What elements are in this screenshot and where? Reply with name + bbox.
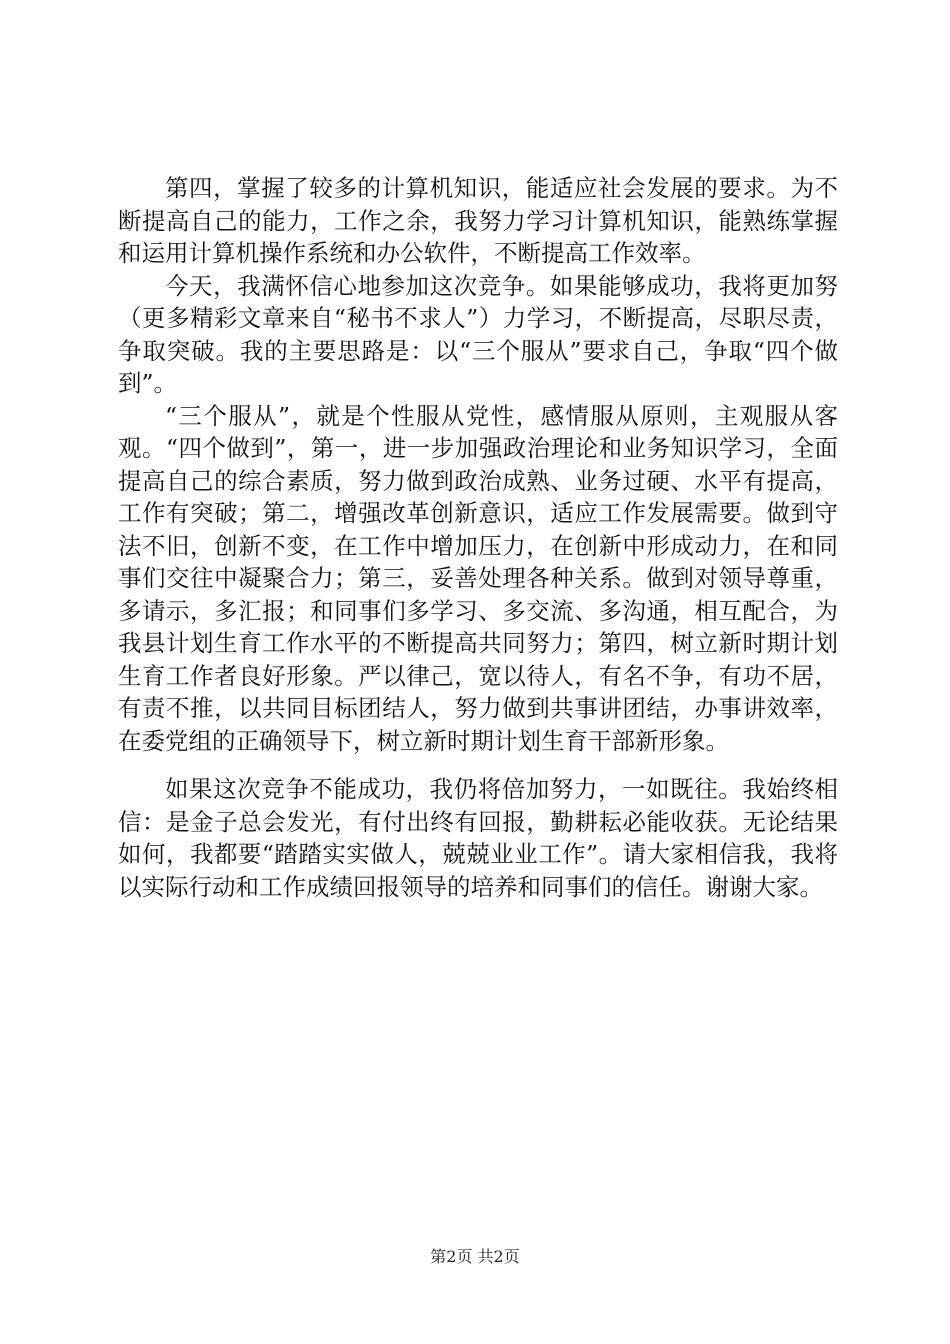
paragraph-three-obey-four-achieve: “三个服从”，就是个性服从党性，感情服从原则，主观服从客观。“四个做到”，第一，进一步加强政治理论和业务知识学习，全面提高自己的综合素质，努力做到政治成熟、业务过硬、水平有提高，工作有突破；第二，增强改革创新意识，适应工作发展需要。做到守法不旧，创新不变，在工作中增加压力，在创新中形成动力，在和同事们交往中凝聚合力；第三，妥善处理各种关系。做到对领导尊重，多请示，多汇报；和同事们多学习、多交流、多沟通，相互配合，为我县计划生育工作水平的不断提高共同努力；第四，树立新时期计划生育工作者良好形象。严以律己，宽以待人，有名不争，有功不居，有责不推，以共同目标团结人，努力做到共事讲团结，办事讲效率，在委党组的正确领导下，树立新时期计划生育干部新形象。 xyxy=(118,401,838,755)
page-number-footer: 第2页 共2页 xyxy=(430,1247,520,1266)
paragraph-competition-intent: 今天，我满怀信心地参加这次竞争。如果能够成功，我将更加努（更多精彩文章来自“秘书不求人”）力学习，不断提高，尽职尽责，争取突破。我的主要思路是：以“三个服从”要求自己，争取“四个做到”。 xyxy=(118,271,838,397)
paragraph-computer-skills: 第四，掌握了较多的计算机知识，能适应社会发展的要求。为不断提高自己的能力，工作之余，我努力学习计算机知识，能熟练掌握和运用计算机操作系统和办公软件，不断提高工作效率。 xyxy=(118,174,838,267)
paragraph-closing: 如果这次竞争不能成功，我仍将倍加努力，一如既往。我始终相信：是金子总会发光，有付出终有回报，勤耕耘必能收获。无论结果如何，我都要“踏踏实实做人，兢兢业业工作”。请大家相信我，我将以实际行动和工作成绩回报领导的培养和同事们的信任。谢谢大家。 xyxy=(118,775,838,901)
document-body xyxy=(118,172,838,903)
